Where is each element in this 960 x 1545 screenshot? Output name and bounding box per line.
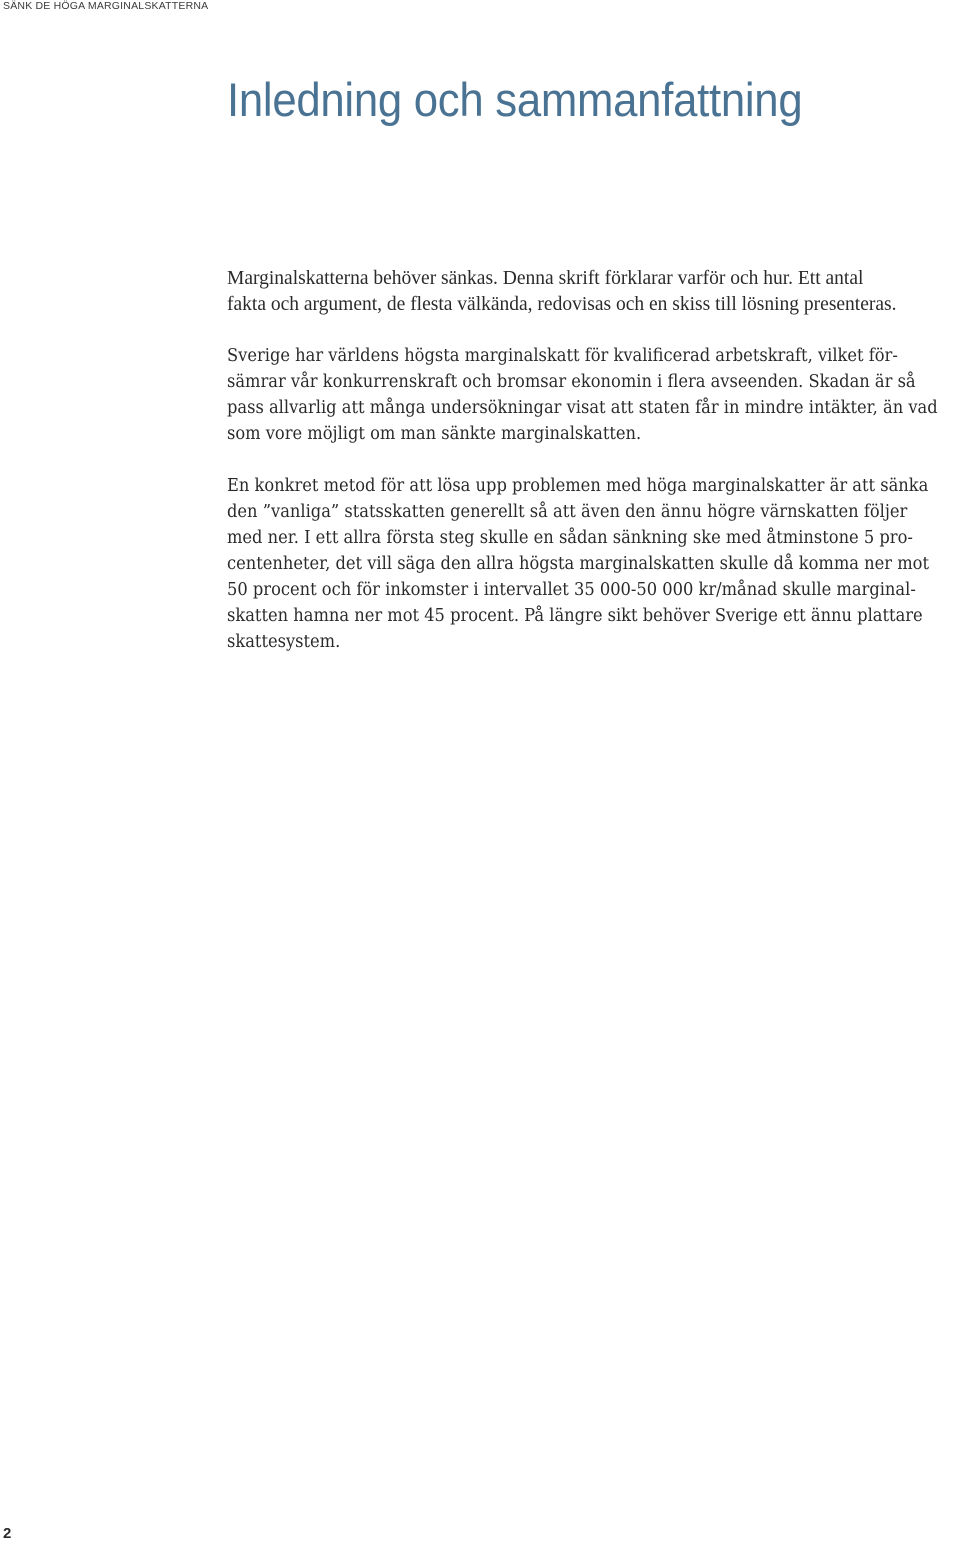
paragraph-method (227, 473, 960, 655)
paragraph-intro (227, 266, 960, 318)
paragraph-line: med ner. I ett allra första steg skulle en sådan sänkning ske med åtminstone 5 pro- (227, 527, 913, 548)
paragraph-line: En konkret metod för att lösa upp problemen med höga marginalskatter är att sänka (227, 475, 929, 496)
paragraph-line: som vore möjligt om man sänkte marginalskatten. (227, 423, 642, 444)
paragraph-line: skattesystem. (227, 631, 341, 652)
paragraph-line: fakta och argument, de flesta välkända, redovisas och en skiss till lösning presenteras. (227, 294, 897, 315)
paragraph-marginal-tax (227, 343, 960, 447)
paragraph-line: centenheter, det vill säga den allra högsta marginalskatten skulle då komma ner mot (227, 553, 929, 574)
paragraph-line: pass allvarlig att många undersökningar visat att staten får in mindre intäkter, än vad (227, 397, 938, 418)
paragraph-line: skatten hamna ner mot 45 procent. På längre sikt behöver Sverige ett ännu plattare (227, 605, 923, 626)
running-header: SÄNK DE HÖGA MARGINALSKATTERNA (3, 0, 209, 12)
paragraph-line: 50 procent och för inkomster i intervallet 35 000-50 000 kr/månad skulle marginal- (227, 579, 916, 600)
paragraph-line: Sverige har världens högsta marginalskatt för kvalificerad arbetskraft, vilket för- (227, 345, 898, 366)
paragraph-line: den ”vanliga” statsskatten generellt så att även den ännu högre värnskatten följer (227, 501, 908, 522)
page-number: 2 (3, 1525, 12, 1542)
paragraph-line: Marginalskatterna behöver sänkas. Denna skrift förklarar varför och hur. Ett antal (227, 268, 864, 289)
page-title: Inledning och sammanfattning (227, 73, 803, 126)
paragraph-line: sämrar vår konkurrenskraft och bromsar ekonomin i flera avseenden. Skadan är så (227, 371, 916, 392)
